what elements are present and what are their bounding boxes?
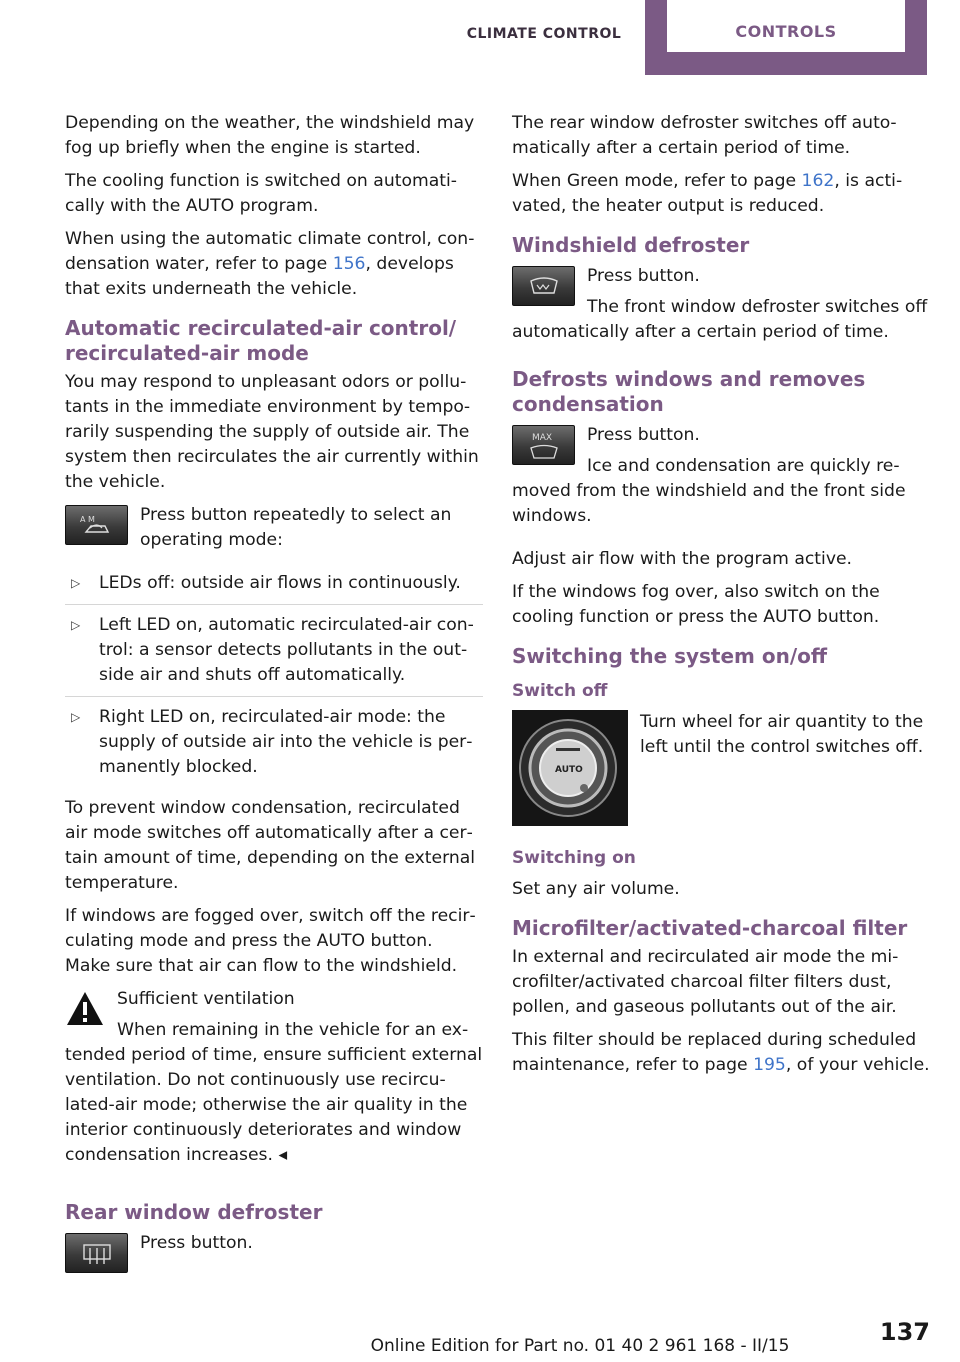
- green-mode-paragraph: When Green mode, refer to page 162, is activated, the heater output is reduced.: [512, 171, 903, 216]
- switching-heading: Switching the system on/off: [512, 644, 828, 668]
- intro-paragraph-1: Depending on the weather, the windshield may fog up briefly when the engine is started.: [65, 113, 475, 158]
- defrost-text: Ice and condensation are quickly removed from the windshield and the front side windows.: [512, 456, 906, 526]
- recirc-icon-label: A M: [80, 515, 95, 524]
- defrost-heading: Defrosts windows and removes condensation: [512, 367, 866, 416]
- chapter-tab-label: CONTROLS: [667, 0, 905, 52]
- defrost-button-block: [512, 423, 930, 537]
- intro-paragraph-3: When using the automatic climate control, condensation water, refer to page 156, develops that exits underneath the vehicle.: [65, 229, 475, 299]
- mode-list: [65, 571, 483, 788]
- rear-defroster-button-block: [65, 1231, 483, 1279]
- recirc-button-icon: [65, 505, 128, 545]
- switch-on-heading: Switching on: [512, 848, 636, 868]
- filter-paragraph-1: In external and recirculated air mode the microfilter/activated charcoal filter filters dust, pollen, and gaseous pollutants out of the air.: [512, 947, 899, 1017]
- triangle-bullet-icon: ▷: [71, 710, 81, 724]
- warning-block: [65, 987, 483, 1176]
- filter-paragraph-2: This filter should be replaced during scheduled maintenance, refer to page 195, of your vehicle.: [512, 1030, 930, 1075]
- list-item: ▷ LEDs off: outside air flows in continuously.: [65, 571, 483, 605]
- list-item: ▷ Right LED on, recirculated-air mode: the supply of outside air into the vehicle is permanently blocked.: [71, 707, 473, 777]
- wheel-auto-label: AUTO: [555, 765, 583, 775]
- warning-title: Sufficient ventilation: [117, 989, 295, 1009]
- right-column: [512, 111, 930, 1086]
- rear-defroster-heading: Rear window defroster: [65, 1200, 323, 1224]
- switch-off-block: [512, 710, 930, 836]
- intro-paragraph-2: The cooling function is switched on automatically with the AUTO program.: [65, 171, 457, 216]
- recirc-button-block: [65, 503, 483, 561]
- recirc-button-text: Press button repeatedly to select an operating mode:: [140, 505, 452, 550]
- list-item: ▷ Left LED on, automatic recirculated-air control: a sensor detects pollutants in the outside air and shuts off automatically.: [65, 613, 483, 697]
- page-number: 137: [879, 1318, 930, 1346]
- filter-heading: Microfilter/activated-charcoal filter: [512, 916, 908, 940]
- max-defrost-icon: [512, 425, 575, 465]
- windshield-press: Press button.: [587, 266, 700, 286]
- air-quantity-wheel-image: [512, 710, 628, 826]
- page-link-156[interactable]: 156: [332, 254, 366, 274]
- triangle-bullet-icon: ▷: [71, 618, 81, 632]
- defrost-press: Press button.: [587, 425, 700, 445]
- fog-paragraph: If the windows fog over, also switch on the cooling function or press the AUTO button.: [512, 582, 880, 627]
- warning-text: When remaining in the vehicle for an extended period of time, ensure sufficient external ventilation. Do not continuously use recirculated-air mode; otherwise the air quality in the interior continuously deteriorates and window condensation increases. ◂: [65, 1020, 483, 1165]
- rear-defroster-text: Press button.: [140, 1233, 253, 1253]
- end-mark-icon: ◂: [278, 1145, 288, 1165]
- recirc-paragraph-2: To prevent window condensation, recirculated air mode switches off automatically after a certain amount of time, depending on the external temperature.: [65, 798, 476, 893]
- switch-on-text: Set any air volume.: [512, 879, 680, 899]
- recirc-heading: Automatic recirculated-air control/ recirculated-air mode: [65, 316, 457, 365]
- rear-defroster-paragraph: The rear window defroster switches off automatically after a certain period of time.: [512, 113, 897, 158]
- left-column: [65, 111, 483, 1289]
- section-title: CLIMATE CONTROL: [466, 26, 622, 42]
- chapter-tab: [645, 0, 927, 75]
- switch-off-heading: Switch off: [512, 681, 608, 701]
- warning-icon: [65, 989, 105, 1029]
- windshield-text: The front window defroster switches off automatically after a certain period of time.: [512, 297, 928, 342]
- recirc-paragraph-3: If windows are fogged over, switch off the recirculating mode and press the AUTO button. Make sure that air can flow to the windshield.: [65, 906, 476, 976]
- recirc-paragraph-1: You may respond to unpleasant odors or pollutants in the immediate environment by temporarily suspending the supply of outside air. The system then recirculates the air currently within the vehicle.: [65, 372, 479, 492]
- adjust-paragraph: Adjust air flow with the program active.: [512, 549, 853, 569]
- windshield-button-block: [512, 264, 930, 353]
- page-link-195[interactable]: 195: [753, 1055, 786, 1075]
- page-link-162[interactable]: 162: [801, 171, 835, 191]
- edition-text: Online Edition for Part no. 01 40 2 961 168 - II/15: [370, 1336, 790, 1356]
- page-footer: [300, 1318, 930, 1360]
- windshield-heading: Windshield defroster: [512, 233, 750, 257]
- triangle-bullet-icon: ▷: [71, 576, 81, 590]
- rear-defroster-icon: [65, 1233, 128, 1273]
- switch-off-text: Turn wheel for air quantity to the left until the control switches off.: [640, 712, 924, 757]
- max-icon-label: MAX: [532, 433, 553, 443]
- windshield-defroster-icon: [512, 266, 575, 306]
